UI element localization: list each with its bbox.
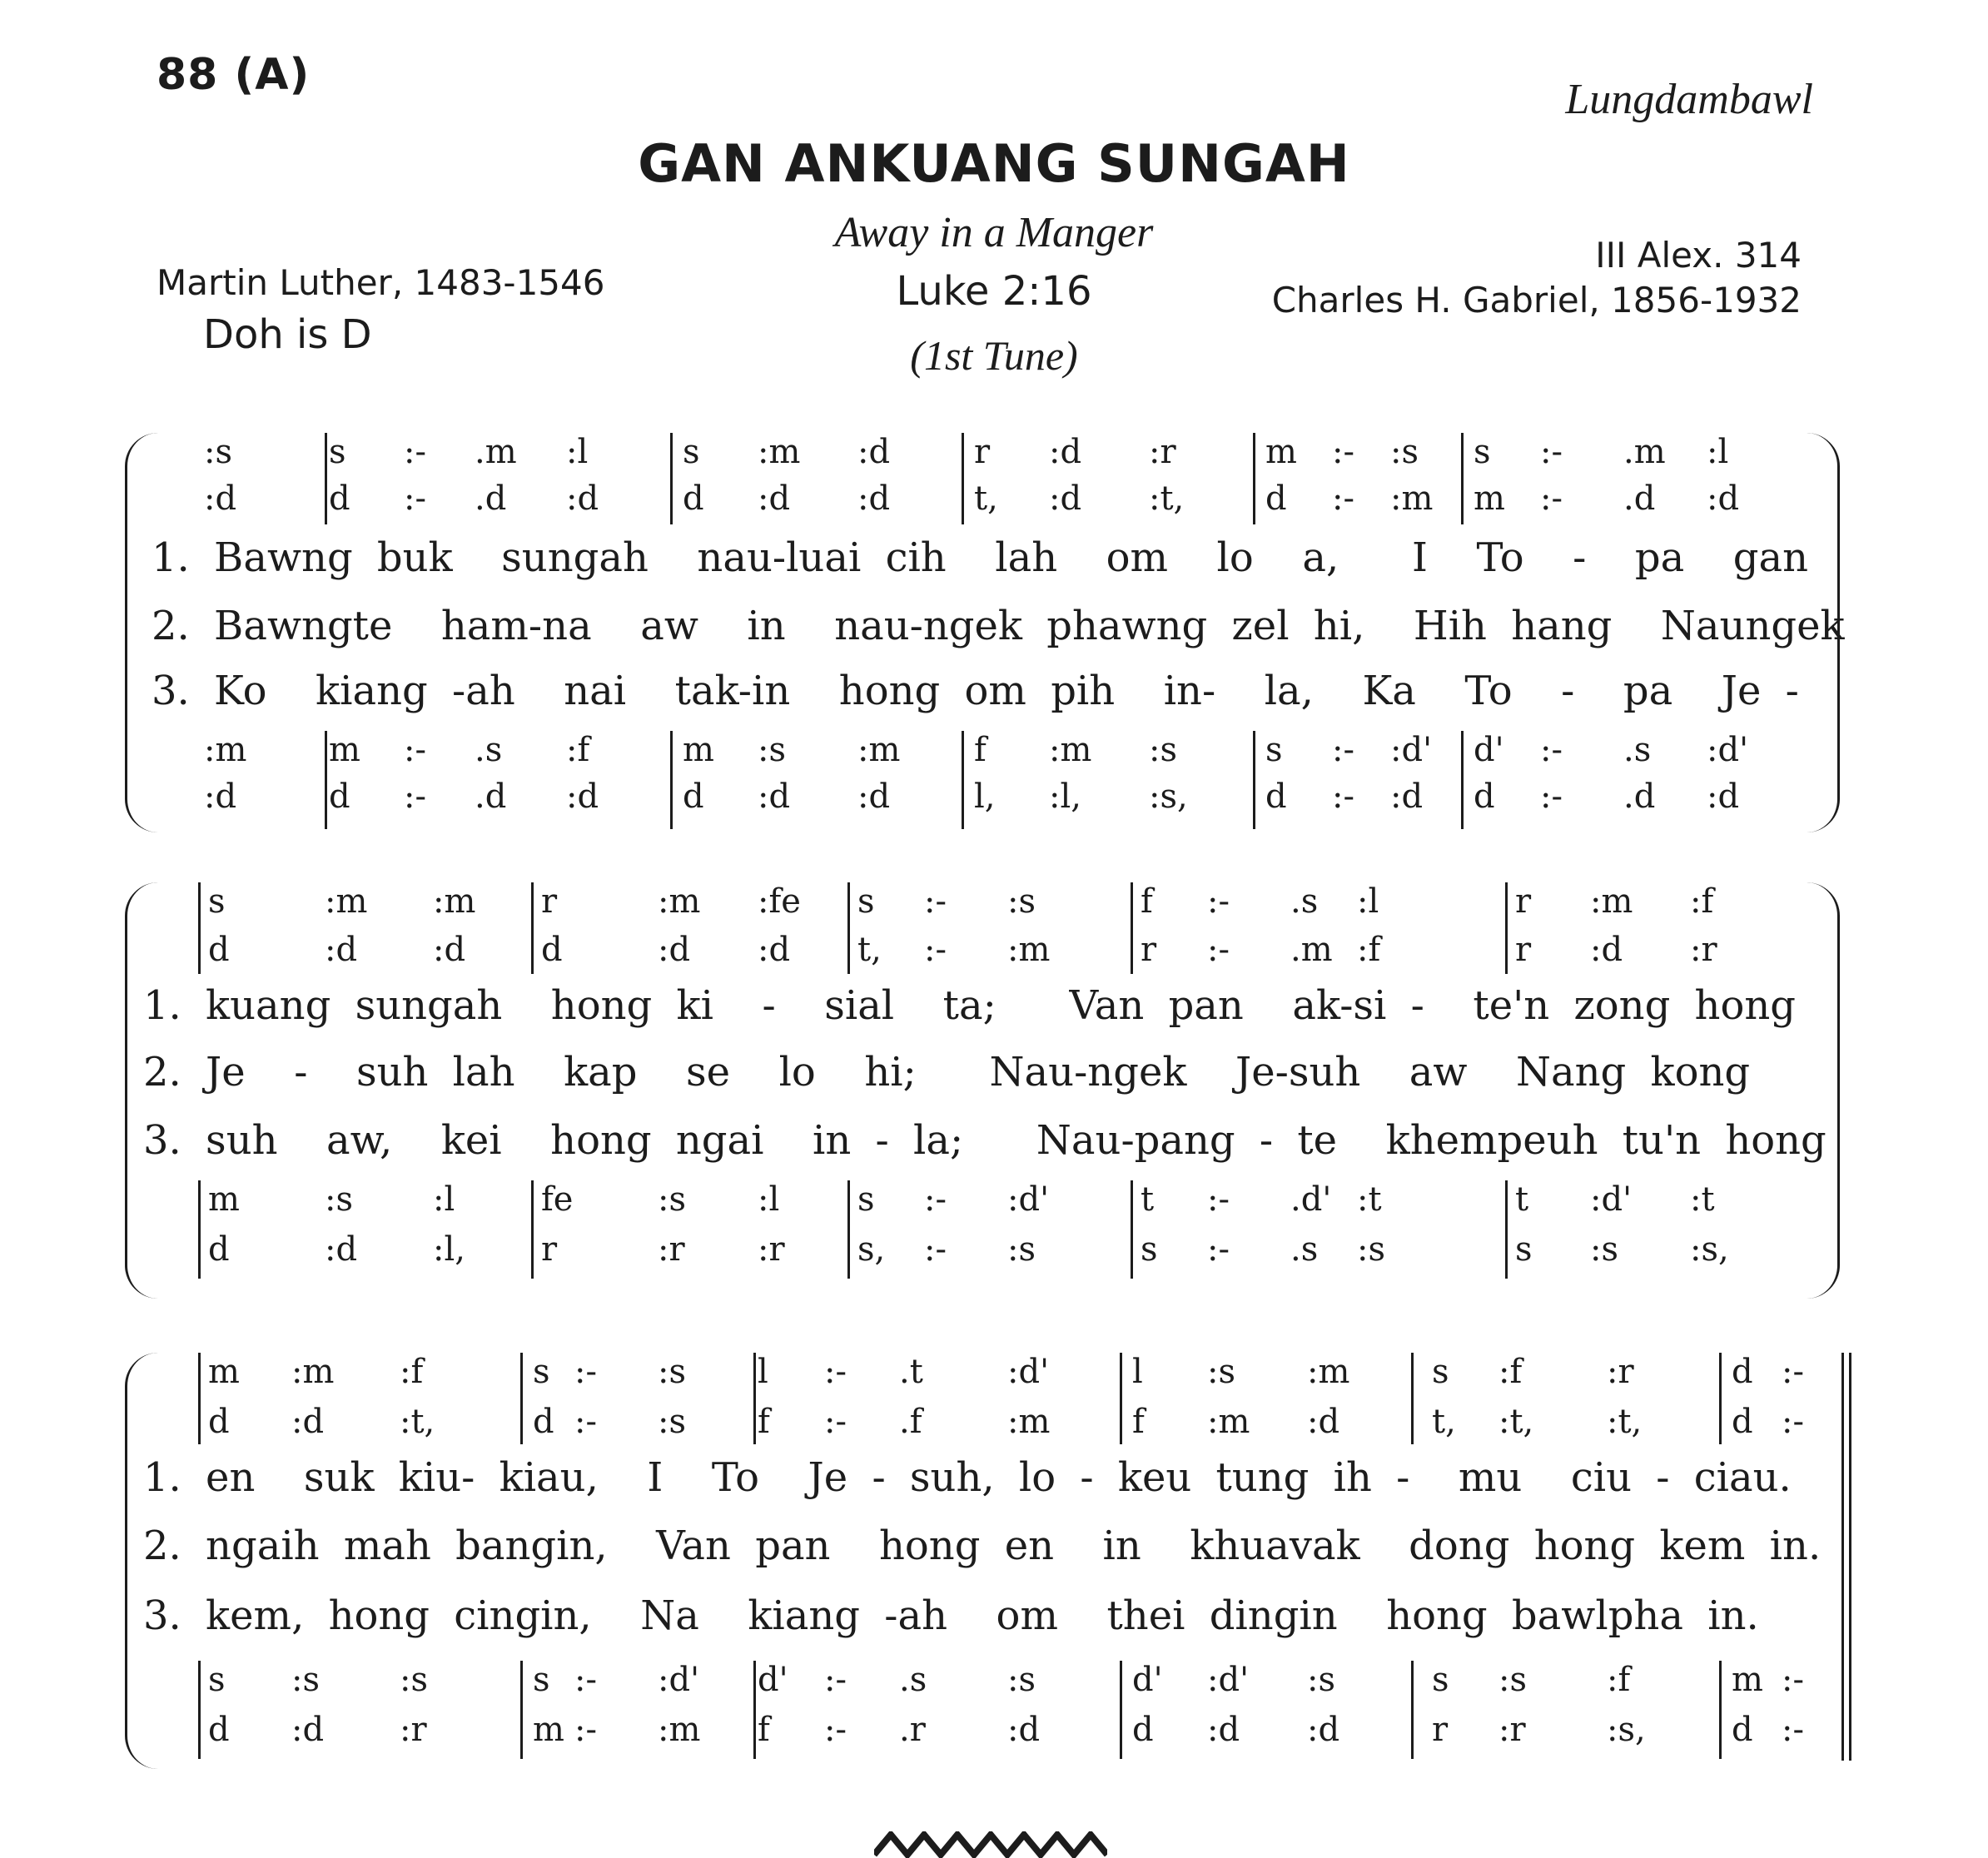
barline bbox=[847, 882, 850, 974]
barline bbox=[1461, 731, 1464, 829]
soprano-note: :s bbox=[1207, 1353, 1236, 1391]
soprano-note: :f bbox=[1690, 882, 1714, 921]
bass-note: :m bbox=[658, 1711, 701, 1749]
bass-note: :- bbox=[1332, 777, 1354, 816]
tenor-note: .d' bbox=[1290, 1180, 1332, 1219]
soprano-note: s bbox=[1432, 1353, 1449, 1391]
soprano-note: l bbox=[1132, 1353, 1143, 1391]
soprano-note: .m bbox=[1623, 433, 1666, 471]
barline bbox=[531, 882, 534, 974]
bass-note: :- bbox=[1782, 1711, 1804, 1749]
soprano-note: :s bbox=[1007, 882, 1036, 921]
alto-note: :t, bbox=[1607, 1403, 1643, 1441]
bass-note: :d bbox=[291, 1711, 325, 1749]
bass-note: :- bbox=[574, 1711, 597, 1749]
bass-note: :- bbox=[1540, 777, 1563, 816]
bass-note: s bbox=[1141, 1230, 1158, 1269]
tenor-note: d' bbox=[758, 1661, 788, 1699]
alto-note: :d bbox=[1307, 1403, 1340, 1441]
tenor-note: :m bbox=[1049, 731, 1092, 769]
alto-note: :- bbox=[404, 479, 426, 518]
tenor-note: :d' bbox=[1590, 1180, 1633, 1219]
barline bbox=[198, 1661, 201, 1759]
soprano-note: :r bbox=[1149, 433, 1176, 471]
alto-note: :- bbox=[824, 1403, 847, 1441]
soprano-note: r bbox=[974, 433, 991, 471]
soprano-note: d bbox=[1732, 1353, 1753, 1391]
bass-note: :r bbox=[1498, 1711, 1526, 1749]
soprano-note: s bbox=[1474, 433, 1491, 471]
soprano-note: l bbox=[758, 1353, 768, 1391]
soprano-note: s bbox=[683, 433, 700, 471]
tenor-note: :- bbox=[1540, 731, 1563, 769]
bass-note: l, bbox=[974, 777, 996, 816]
barline bbox=[1253, 433, 1255, 524]
alto-note: :m bbox=[1207, 1403, 1250, 1441]
soprano-note: r bbox=[1515, 882, 1532, 921]
alto-note: :- bbox=[1540, 479, 1563, 518]
right-brace bbox=[1806, 882, 1840, 1299]
soprano-note: :m bbox=[1307, 1353, 1350, 1391]
soprano-note: :s bbox=[658, 1353, 687, 1391]
bass-note: .r bbox=[899, 1711, 926, 1749]
tenor-note: :s bbox=[325, 1180, 354, 1219]
soprano-note: :fe bbox=[758, 882, 801, 921]
alto-note: :m bbox=[1007, 931, 1051, 969]
barline bbox=[520, 1353, 523, 1444]
alto-note: r bbox=[1141, 931, 1157, 969]
tenor-note: :d' bbox=[1390, 731, 1433, 769]
soprano-note: :s bbox=[204, 433, 233, 471]
alto-note: :d bbox=[1707, 479, 1740, 518]
alto-note: :s bbox=[658, 1403, 687, 1441]
barline bbox=[325, 433, 327, 524]
tenor-note: m bbox=[1732, 1661, 1763, 1699]
alto-note: :d bbox=[1049, 479, 1082, 518]
bass-note: s, bbox=[857, 1230, 886, 1269]
soprano-note: :- bbox=[574, 1353, 597, 1391]
bass-note: :d bbox=[1207, 1711, 1240, 1749]
music-system-1 bbox=[125, 433, 1845, 832]
barline bbox=[198, 882, 201, 974]
meter: III Alex. 314 bbox=[1595, 235, 1802, 276]
verse2-lyrics: 2. Je - suh lah kap se lo hi; Nau-ngek Je-suh aw Nang kong bbox=[143, 1049, 1751, 1095]
bass-note: d bbox=[1265, 777, 1287, 816]
bass-note: :s, bbox=[1149, 777, 1188, 816]
alto-note: :d bbox=[325, 931, 358, 969]
barline bbox=[962, 433, 964, 524]
tenor-note: s bbox=[1432, 1661, 1449, 1699]
tenor-note: :s bbox=[758, 731, 787, 769]
tenor-note: :d' bbox=[1707, 731, 1749, 769]
barline bbox=[847, 1180, 850, 1279]
bass-note: :s bbox=[1007, 1230, 1036, 1269]
barline bbox=[1505, 882, 1508, 974]
barline bbox=[1120, 1661, 1122, 1759]
bass-note: :d bbox=[1707, 777, 1740, 816]
zigzag-ornament bbox=[874, 1831, 1107, 1858]
alto-note: .m bbox=[1290, 931, 1333, 969]
bass-note: :l, bbox=[1049, 777, 1081, 816]
soprano-note: s bbox=[329, 433, 346, 471]
verse3-lyrics: 3. Ko kiang -ah nai tak-in hong om pih in- la, Ka To - pa Je - bbox=[152, 668, 1799, 714]
tenor-note: :- bbox=[574, 1661, 597, 1699]
alto-note: :m bbox=[1007, 1403, 1051, 1441]
tenor-note: s bbox=[533, 1661, 550, 1699]
soprano-note: :f bbox=[1498, 1353, 1523, 1391]
barline bbox=[1131, 1180, 1133, 1279]
bass-note: m bbox=[533, 1711, 564, 1749]
soprano-note: :l bbox=[1707, 433, 1729, 471]
alto-note: :d bbox=[566, 479, 599, 518]
alto-note: :f bbox=[1357, 931, 1381, 969]
alto-note: t, bbox=[857, 931, 882, 969]
bass-note: :l, bbox=[433, 1230, 465, 1269]
tenor-note: :- bbox=[1782, 1661, 1804, 1699]
verse3-lyrics: 3. suh aw, kei hong ngai in - la; Nau-pang - te khempeuh tu'n hong bbox=[143, 1117, 1826, 1164]
soprano-note: :d bbox=[857, 433, 891, 471]
alto-note: .d bbox=[475, 479, 507, 518]
bass-note: :d bbox=[1390, 777, 1424, 816]
barline bbox=[1719, 1661, 1722, 1759]
tenor-note: m bbox=[329, 731, 360, 769]
tune-name: Lungdambawl bbox=[1565, 76, 1813, 123]
soprano-note: m bbox=[208, 1353, 240, 1391]
scripture-reference: Luke 2:16 bbox=[896, 268, 1092, 315]
soprano-note: :m bbox=[758, 433, 801, 471]
soprano-note: :- bbox=[1207, 882, 1230, 921]
soprano-note: :m bbox=[1590, 882, 1633, 921]
soprano-note: :m bbox=[325, 882, 368, 921]
bass-note: s bbox=[1515, 1230, 1533, 1269]
alto-note: :t, bbox=[1498, 1403, 1534, 1441]
alto-note: d bbox=[1732, 1403, 1753, 1441]
tenor-note: :- bbox=[1207, 1180, 1230, 1219]
tenor-note: :d' bbox=[1007, 1180, 1050, 1219]
soprano-note: :r bbox=[1607, 1353, 1634, 1391]
soprano-note: :f bbox=[400, 1353, 424, 1391]
alto-note: d bbox=[208, 1403, 230, 1441]
soprano-note: .m bbox=[475, 433, 517, 471]
bass-note: :- bbox=[1207, 1230, 1230, 1269]
alto-note: :m bbox=[1390, 479, 1434, 518]
alto-note: :d bbox=[1590, 931, 1623, 969]
tenor-note: d' bbox=[1474, 731, 1504, 769]
alto-note: f bbox=[1132, 1403, 1145, 1441]
alto-note: :t, bbox=[1149, 479, 1185, 518]
alto-note: :d bbox=[291, 1403, 325, 1441]
bass-note: d bbox=[683, 777, 704, 816]
alto-note: :- bbox=[574, 1403, 597, 1441]
soprano-note: s bbox=[208, 882, 226, 921]
alto-note: :- bbox=[924, 931, 947, 969]
verse1-lyrics: 1. kuang sungah hong ki - sial ta; Van pan ak-si - te'n zong hong bbox=[143, 982, 1796, 1029]
verse1-lyrics: 1. en suk kiu- kiau, I To Je - suh, lo - keu tung ih - mu ciu - ciau. bbox=[143, 1454, 1792, 1501]
soprano-note: :l bbox=[1357, 882, 1379, 921]
verse2-lyrics: 2. Bawngte ham-na aw in nau-ngek phawng zel hi, Hih hang Naungek bbox=[152, 603, 1845, 649]
tenor-note: .s bbox=[899, 1661, 927, 1699]
barline bbox=[1411, 1661, 1414, 1759]
bass-note: :r bbox=[400, 1711, 427, 1749]
alto-note: t, bbox=[974, 479, 998, 518]
soprano-note: :m bbox=[433, 882, 476, 921]
alto-note: :- bbox=[1207, 931, 1230, 969]
bass-note: r bbox=[541, 1230, 558, 1269]
alto-note: :d bbox=[204, 479, 237, 518]
bass-note: :s bbox=[1357, 1230, 1386, 1269]
bass-note: :d bbox=[1007, 1711, 1041, 1749]
barline bbox=[1253, 731, 1255, 829]
tenor-note: :s bbox=[1307, 1661, 1336, 1699]
bass-note: :d bbox=[204, 777, 237, 816]
bass-note: :d bbox=[1307, 1711, 1340, 1749]
alto-note: :d bbox=[857, 479, 891, 518]
barline bbox=[1120, 1353, 1122, 1444]
tenor-note: :s bbox=[1149, 731, 1178, 769]
barline bbox=[1411, 1353, 1414, 1444]
composer: Charles H. Gabriel, 1856-1932 bbox=[1271, 280, 1802, 320]
tenor-note: :m bbox=[857, 731, 901, 769]
tenor-note: fe bbox=[541, 1180, 574, 1219]
tenor-note: :s bbox=[658, 1180, 687, 1219]
tenor-note: :f bbox=[1607, 1661, 1631, 1699]
soprano-note: f bbox=[1141, 882, 1153, 921]
music-system-3 bbox=[125, 1353, 1840, 1769]
tenor-note: f bbox=[974, 731, 987, 769]
barline bbox=[1505, 1180, 1508, 1279]
alto-note: :- bbox=[1782, 1403, 1804, 1441]
tenor-note: m bbox=[683, 731, 714, 769]
alto-note: f bbox=[758, 1403, 770, 1441]
bass-note: :- bbox=[924, 1230, 947, 1269]
soprano-note: :- bbox=[924, 882, 947, 921]
alto-note: d bbox=[1265, 479, 1287, 518]
alto-note: d bbox=[208, 931, 230, 969]
alto-note: :r bbox=[1690, 931, 1717, 969]
alto-note: :d bbox=[658, 931, 691, 969]
bass-note: :s bbox=[1590, 1230, 1619, 1269]
tenor-note: :m bbox=[204, 731, 247, 769]
bass-note: .d bbox=[475, 777, 507, 816]
bass-note: r bbox=[1432, 1711, 1449, 1749]
soprano-note: :l bbox=[566, 433, 589, 471]
bass-note: :r bbox=[658, 1230, 685, 1269]
soprano-note: :- bbox=[1332, 433, 1354, 471]
tenor-note: :s bbox=[1498, 1661, 1528, 1699]
barline bbox=[753, 1353, 756, 1444]
alto-note: d bbox=[533, 1403, 554, 1441]
author: Martin Luther, 1483-1546 bbox=[157, 262, 605, 303]
tenor-note: :d' bbox=[658, 1661, 700, 1699]
soprano-note: :m bbox=[658, 882, 701, 921]
bass-note: d bbox=[208, 1711, 230, 1749]
tenor-note: t bbox=[1515, 1180, 1529, 1219]
bass-note: :- bbox=[404, 777, 426, 816]
barline bbox=[1131, 882, 1133, 974]
hymn-title: GAN ANKUANG SUNGAH bbox=[638, 133, 1350, 194]
alto-note: d bbox=[683, 479, 704, 518]
bass-note: :d bbox=[325, 1230, 358, 1269]
tenor-note: :l bbox=[758, 1180, 780, 1219]
tenor-note: :l bbox=[433, 1180, 455, 1219]
soprano-note: :s bbox=[1390, 433, 1419, 471]
barline bbox=[1719, 1353, 1722, 1444]
barline bbox=[1461, 433, 1464, 524]
bass-note: f bbox=[758, 1711, 770, 1749]
barline bbox=[531, 1180, 534, 1279]
alto-note: :t, bbox=[400, 1403, 435, 1441]
tenor-note: :t bbox=[1690, 1180, 1715, 1219]
alto-note: t, bbox=[1432, 1403, 1456, 1441]
tenor-note: d' bbox=[1132, 1661, 1163, 1699]
tenor-note: :s bbox=[1007, 1661, 1036, 1699]
tenor-note: t bbox=[1141, 1180, 1155, 1219]
tenor-note: :- bbox=[404, 731, 426, 769]
bass-note: d bbox=[1474, 777, 1495, 816]
tenor-note: s bbox=[208, 1661, 226, 1699]
verse1-lyrics: 1. Bawng buk sungah nau-luai cih lah om lo a, I To - pa gan bbox=[152, 534, 1808, 581]
bass-note: :s, bbox=[1607, 1711, 1646, 1749]
music-system-2 bbox=[125, 882, 1840, 1299]
barline bbox=[198, 1353, 201, 1444]
tenor-note: :s bbox=[400, 1661, 429, 1699]
key-signature: Doh is D bbox=[203, 311, 372, 358]
barline bbox=[753, 1661, 756, 1759]
alto-note: :- bbox=[1332, 479, 1354, 518]
soprano-note: m bbox=[1265, 433, 1297, 471]
soprano-note: r bbox=[541, 882, 558, 921]
alto-note: m bbox=[1474, 479, 1505, 518]
tenor-note: s bbox=[857, 1180, 875, 1219]
tenor-note: :- bbox=[1332, 731, 1354, 769]
alto-note: .f bbox=[899, 1403, 922, 1441]
verse2-lyrics: 2. ngaih mah bangin, Van pan hong en in khuavak dong hong kem in. bbox=[143, 1523, 1822, 1569]
tenor-note: :s bbox=[291, 1661, 321, 1699]
soprano-note: :d' bbox=[1007, 1353, 1050, 1391]
bass-note: :d bbox=[857, 777, 891, 816]
bass-note: :- bbox=[824, 1711, 847, 1749]
tenor-note: .s bbox=[1623, 731, 1652, 769]
bass-note: d bbox=[1732, 1711, 1753, 1749]
barline bbox=[670, 731, 673, 829]
tenor-note: s bbox=[1265, 731, 1283, 769]
alto-note: d bbox=[541, 931, 563, 969]
alto-note: d bbox=[329, 479, 350, 518]
alto-note: .d bbox=[1623, 479, 1656, 518]
alto-note: r bbox=[1515, 931, 1532, 969]
bass-note: :d bbox=[566, 777, 599, 816]
bass-note: d bbox=[208, 1230, 230, 1269]
final-double-bar bbox=[1841, 1353, 1851, 1761]
soprano-note: .s bbox=[1290, 882, 1319, 921]
soprano-note: :- bbox=[404, 433, 426, 471]
soprano-note: .t bbox=[899, 1353, 923, 1391]
bass-note: d bbox=[1132, 1711, 1154, 1749]
barline bbox=[962, 731, 964, 829]
tenor-note: :d' bbox=[1207, 1661, 1250, 1699]
soprano-note: :m bbox=[291, 1353, 335, 1391]
barline bbox=[670, 433, 673, 524]
bass-note: .d bbox=[1623, 777, 1656, 816]
soprano-note: :- bbox=[1782, 1353, 1804, 1391]
barline bbox=[325, 731, 327, 829]
soprano-note: :d bbox=[1049, 433, 1082, 471]
soprano-note: s bbox=[533, 1353, 550, 1391]
verse3-lyrics: 3. kem, hong cingin, Na kiang -ah om thei dingin hong bawlpha in. bbox=[143, 1592, 1759, 1639]
bass-note: :d bbox=[758, 777, 791, 816]
alto-note: :d bbox=[758, 479, 791, 518]
alto-note: :d bbox=[433, 931, 466, 969]
bass-note: d bbox=[329, 777, 350, 816]
tenor-note: :t bbox=[1357, 1180, 1382, 1219]
tenor-note: m bbox=[208, 1180, 240, 1219]
soprano-note: :- bbox=[824, 1353, 847, 1391]
tune-number: (1st Tune) bbox=[910, 332, 1078, 379]
bass-note: :s, bbox=[1690, 1230, 1729, 1269]
barline bbox=[520, 1661, 523, 1759]
soprano-note: :- bbox=[1540, 433, 1563, 471]
tenor-note: :- bbox=[924, 1180, 947, 1219]
tenor-note: :- bbox=[824, 1661, 847, 1699]
bass-note: .s bbox=[1290, 1230, 1319, 1269]
barline bbox=[198, 1180, 201, 1279]
bass-note: :r bbox=[758, 1230, 785, 1269]
soprano-note: s bbox=[857, 882, 875, 921]
hymn-number: 88 (A) bbox=[157, 50, 311, 100]
alto-note: :d bbox=[758, 931, 791, 969]
tenor-note: :f bbox=[566, 731, 590, 769]
hymn-subtitle: Away in a Manger bbox=[834, 209, 1154, 256]
tenor-note: .s bbox=[475, 731, 503, 769]
